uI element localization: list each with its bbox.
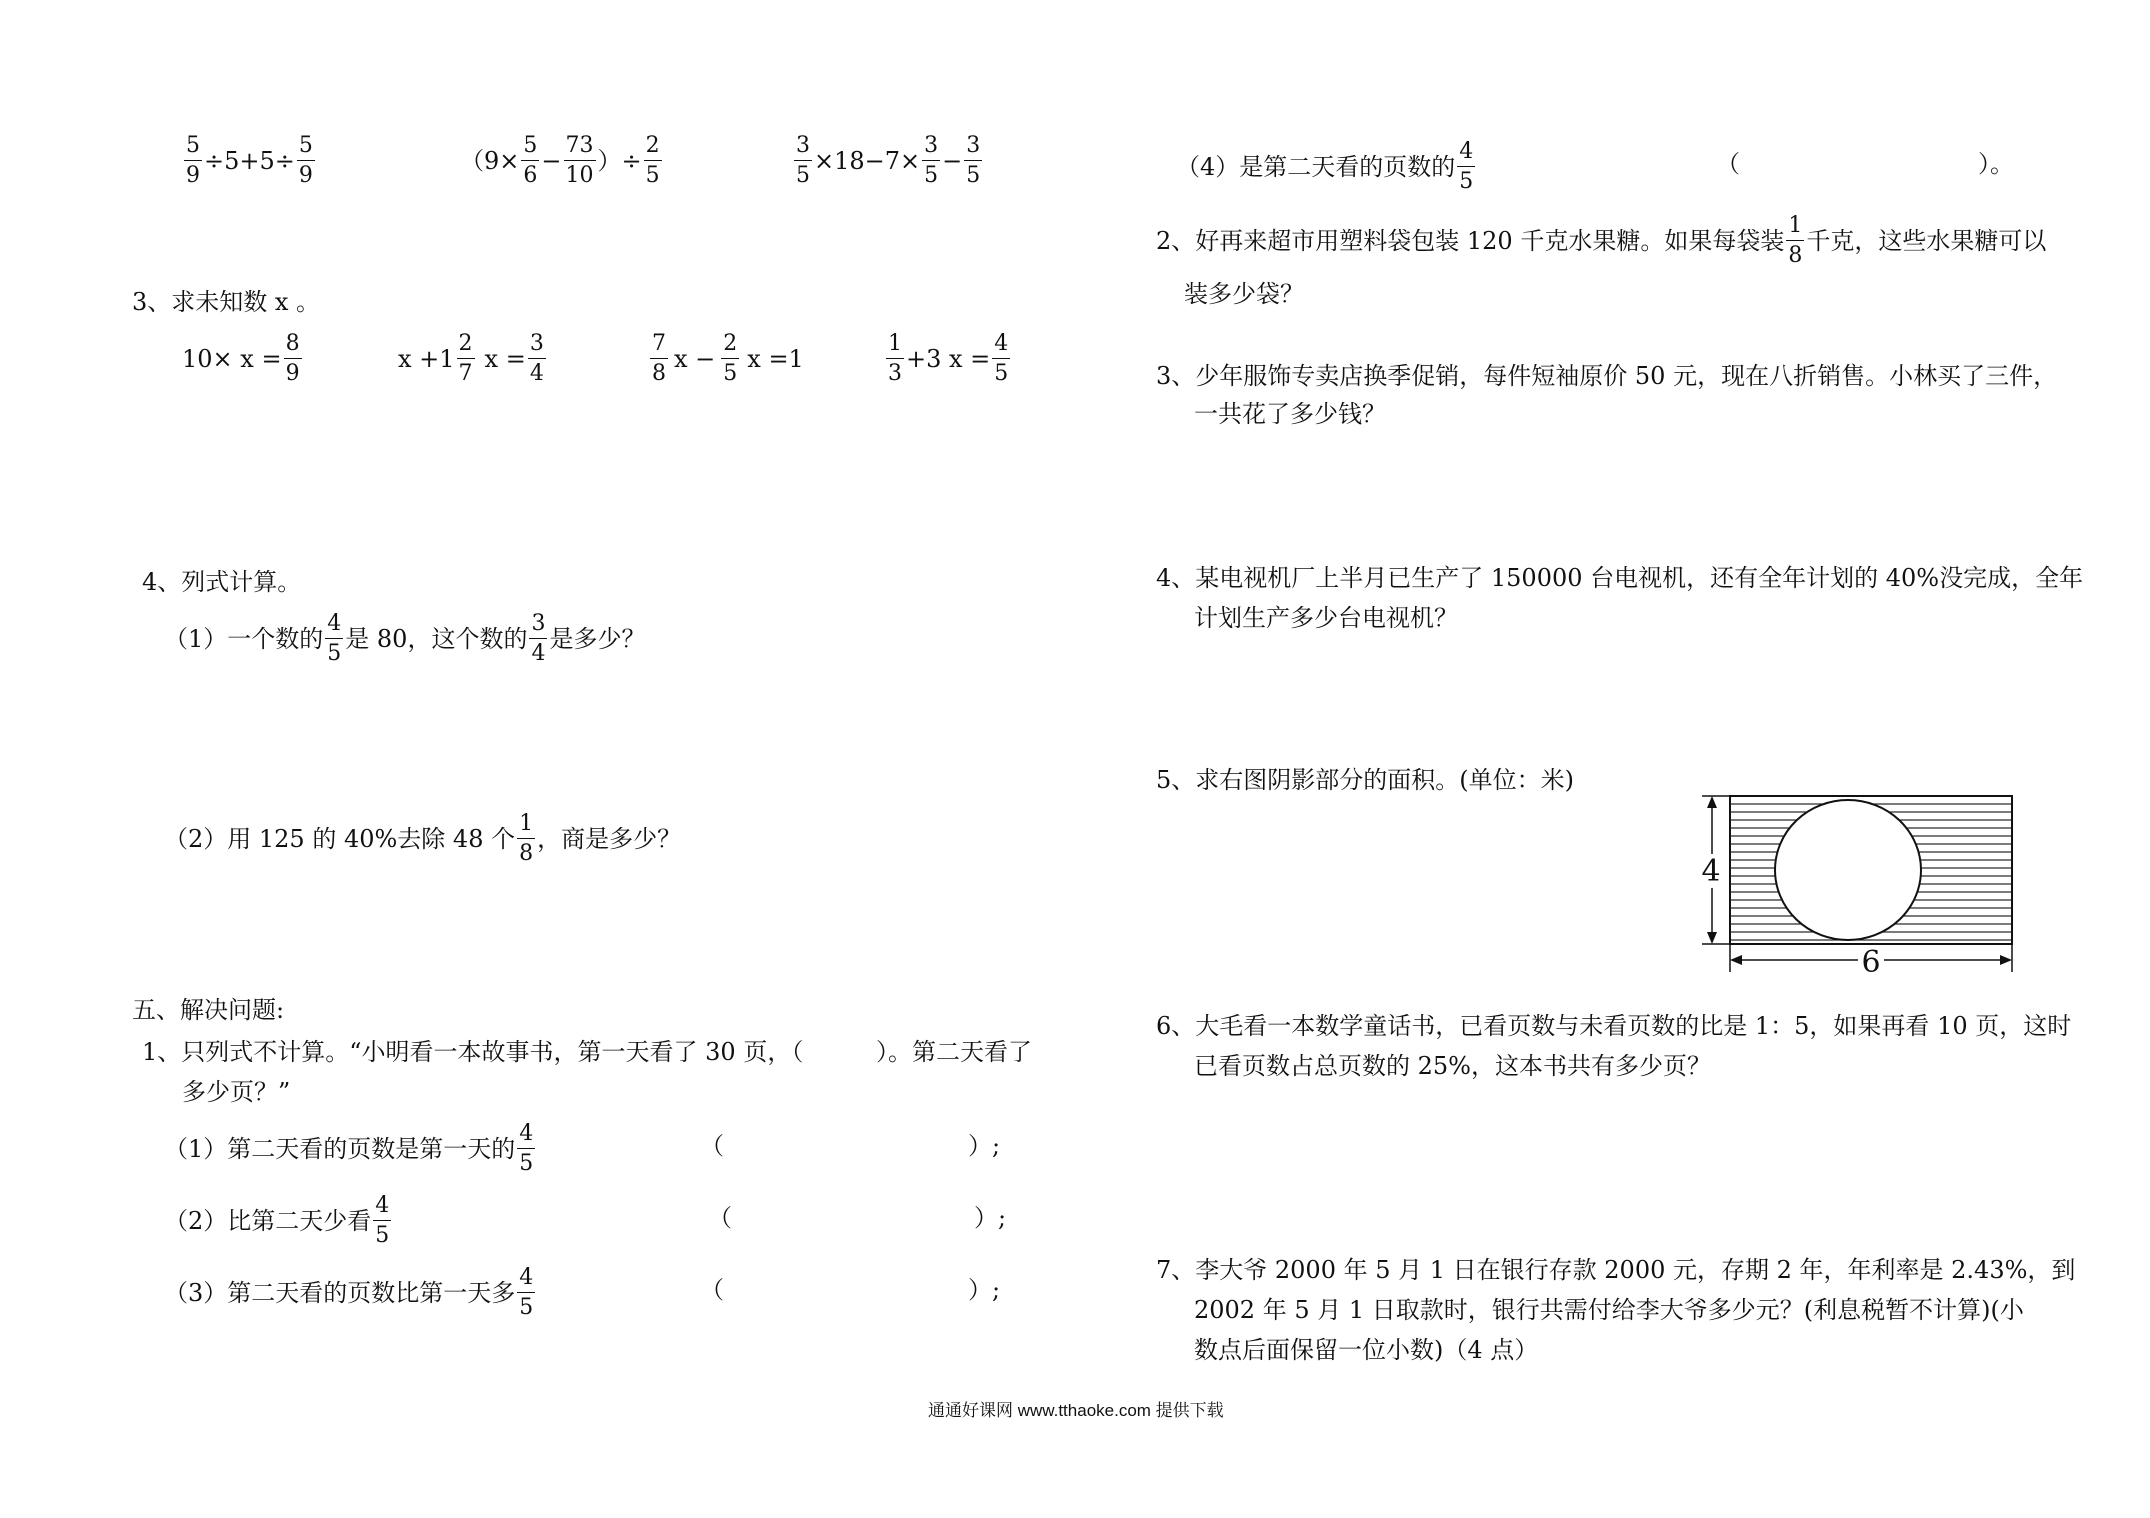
answer-blank-open[interactable]: （ [1716,150,1740,178]
q3-equation-1: 10× x = $\frac{8}{9}$ [182,331,300,387]
answer-blank-open[interactable]: （ [708,1204,732,1232]
s5-q6-line2: 已看页数占总页数的 25%，这本书共有多少页？ [1194,1052,1711,1080]
fraction: $\frac{3}{4}$ [529,331,544,387]
fraction: $\frac{3}{5}$ [924,133,939,189]
fraction: $\frac{7}{8}$ [652,331,666,387]
answer-blank-open[interactable]: （ [700,1132,724,1160]
s5-q4-line2: 计划生产多少台电视机？ [1194,604,1458,632]
s5-q3-line1: 3、少年服饰专卖店换季促销，每件短袖原价 50 元，现在八折销售。小林买了三件， [1156,362,2058,390]
s5-q2-line1: 2、好再来超市用塑料袋包装 120 千克水果糖。如果每袋装 $\frac{1}{8}$ 千克，这些水果糖可以 [1156,213,2047,269]
answer-blank-close: ）; [968,1132,1001,1160]
fraction: $\frac{1}{8}$ [1788,213,1803,269]
s5-q4-line1: 4、某电视机厂上半月已生产了 150000 台电视机，还有全年计划的 40%没完成，全年 [1156,564,2084,592]
section-5-title: 五、解决问题: [132,996,285,1024]
fraction: $\frac{5}{9}$ [186,133,200,189]
fraction: $\frac{5}{9}$ [298,133,313,189]
mixed-fraction: $\frac{2}{7}$ [458,331,473,387]
fraction: $\frac{2}{5}$ [723,331,738,387]
q4-title: 4、列式计算。 [142,568,302,596]
s5-q1-sub-4: （4）是第二天看的页数的 $\frac{4}{5}$ [1176,139,1474,195]
fraction: $\frac{1}{3}$ [888,331,902,387]
q3-equation-3: $\frac{7}{8}$ x − $\frac{2}{5}$ x =1 [652,331,804,387]
shaded-area-figure [1682,784,2042,974]
answer-blank-open[interactable]: （ [700,1276,724,1304]
s5-q1-line1-b: ）。第二天看了 [876,1038,1032,1066]
fraction: $\frac{4}{5}$ [519,1121,534,1177]
fraction: $\frac{8}{9}$ [285,331,300,387]
calc-expression-3: $\frac{3}{5}$ ×18−7× $\frac{3}{5}$ − $\frac{3}{5}$ [796,133,981,189]
q4-part-2: （2）用 125 的 40%去除 48 个 $\frac{1}{8}$ ，商是多少？ [164,811,682,867]
calc-expression-2: （9× $\frac{5}{6}$ − $\frac{73}{10}$ ）÷ $\frac{2}{5}$ [460,133,660,189]
footer-source: 通通好课网 www.tthaoke.com 提供下载 [928,1401,1224,1420]
q3-equation-4: $\frac{1}{3}$ +3 x = $\frac{4}{5}$ [888,331,1009,387]
fraction: $\frac{4}{5}$ [375,1193,390,1249]
fraction: $\frac{4}{5}$ [1459,139,1474,195]
fraction: $\frac{1}{8}$ [519,811,534,867]
s5-q1-line2: 多少页？” [182,1078,291,1106]
answer-blank-close: ）。 [1978,150,2014,178]
s5-q7-line2: 2002 年 5 月 1 日取款时，银行共需付给李大爷多少元？(利息税暂不计算)(小 [1194,1296,2024,1324]
s5-q2-line2: 装多少袋？ [1184,280,1304,308]
s5-q1-sub-2: （2）比第二天少看 $\frac{4}{5}$ [164,1193,390,1249]
width-label: 6 [1861,945,1881,974]
q4-part-1: （1）一个数的 $\frac{4}{5}$ 是 80，这个数的 $\frac{3}{4}$ 是多少？ [164,611,646,667]
fraction: $\frac{2}{5}$ [645,133,660,189]
fraction: $\frac{4}{5}$ [327,611,342,667]
s5-q1-sub-3: （3）第二天看的页数比第一天多 $\frac{4}{5}$ [164,1265,534,1321]
s5-q3-line2: 一共花了多少钱？ [1194,400,1386,428]
fraction: $\frac{4}{5}$ [519,1265,534,1321]
unshaded-circle [1775,800,1921,940]
height-label: 4 [1701,854,1721,889]
calc-expression-1: $\frac{5}{9}$ ÷5+5÷ $\frac{5}{9}$ [186,133,313,189]
s5-q7-line3: 数点后面保留一位小数)（4 点） [1194,1336,1539,1364]
answer-blank-close: ）; [974,1204,1007,1232]
q3-equation-2: x +1 $\frac{2}{7}$ x = $\frac{3}{4}$ [398,331,544,387]
fraction: $\frac{3}{4}$ [531,611,546,667]
fraction: $\frac{3}{5}$ [966,133,981,189]
fraction: $\frac{5}{6}$ [523,133,538,189]
s5-q5-line1: 5、求右图阴影部分的面积。(单位：米) [1156,766,1574,794]
fraction: $\frac{3}{5}$ [796,133,810,189]
s5-q1-line1-a: 1、只列式不计算。“小明看一本故事书，第一天看了 30 页，（ [142,1038,804,1066]
s5-q6-line1: 6、大毛看一本数学童话书，已看页数与未看页数的比是 1：5，如果再看 10 页，这时 [1156,1012,2072,1040]
s5-q7-line1: 7、李大爷 2000 年 5 月 1 日在银行存款 2000 元，存期 2 年，年利率是 2.43%，到 [1156,1256,2076,1284]
fraction: $\frac{73}{10}$ [565,133,594,189]
fraction: $\frac{4}{5}$ [994,331,1009,387]
q3-title: 3、求未知数 x 。 [132,288,321,316]
s5-q1-sub-1: （1）第二天看的页数是第一天的 $\frac{4}{5}$ [164,1121,534,1177]
answer-blank-close: ）; [968,1276,1001,1304]
